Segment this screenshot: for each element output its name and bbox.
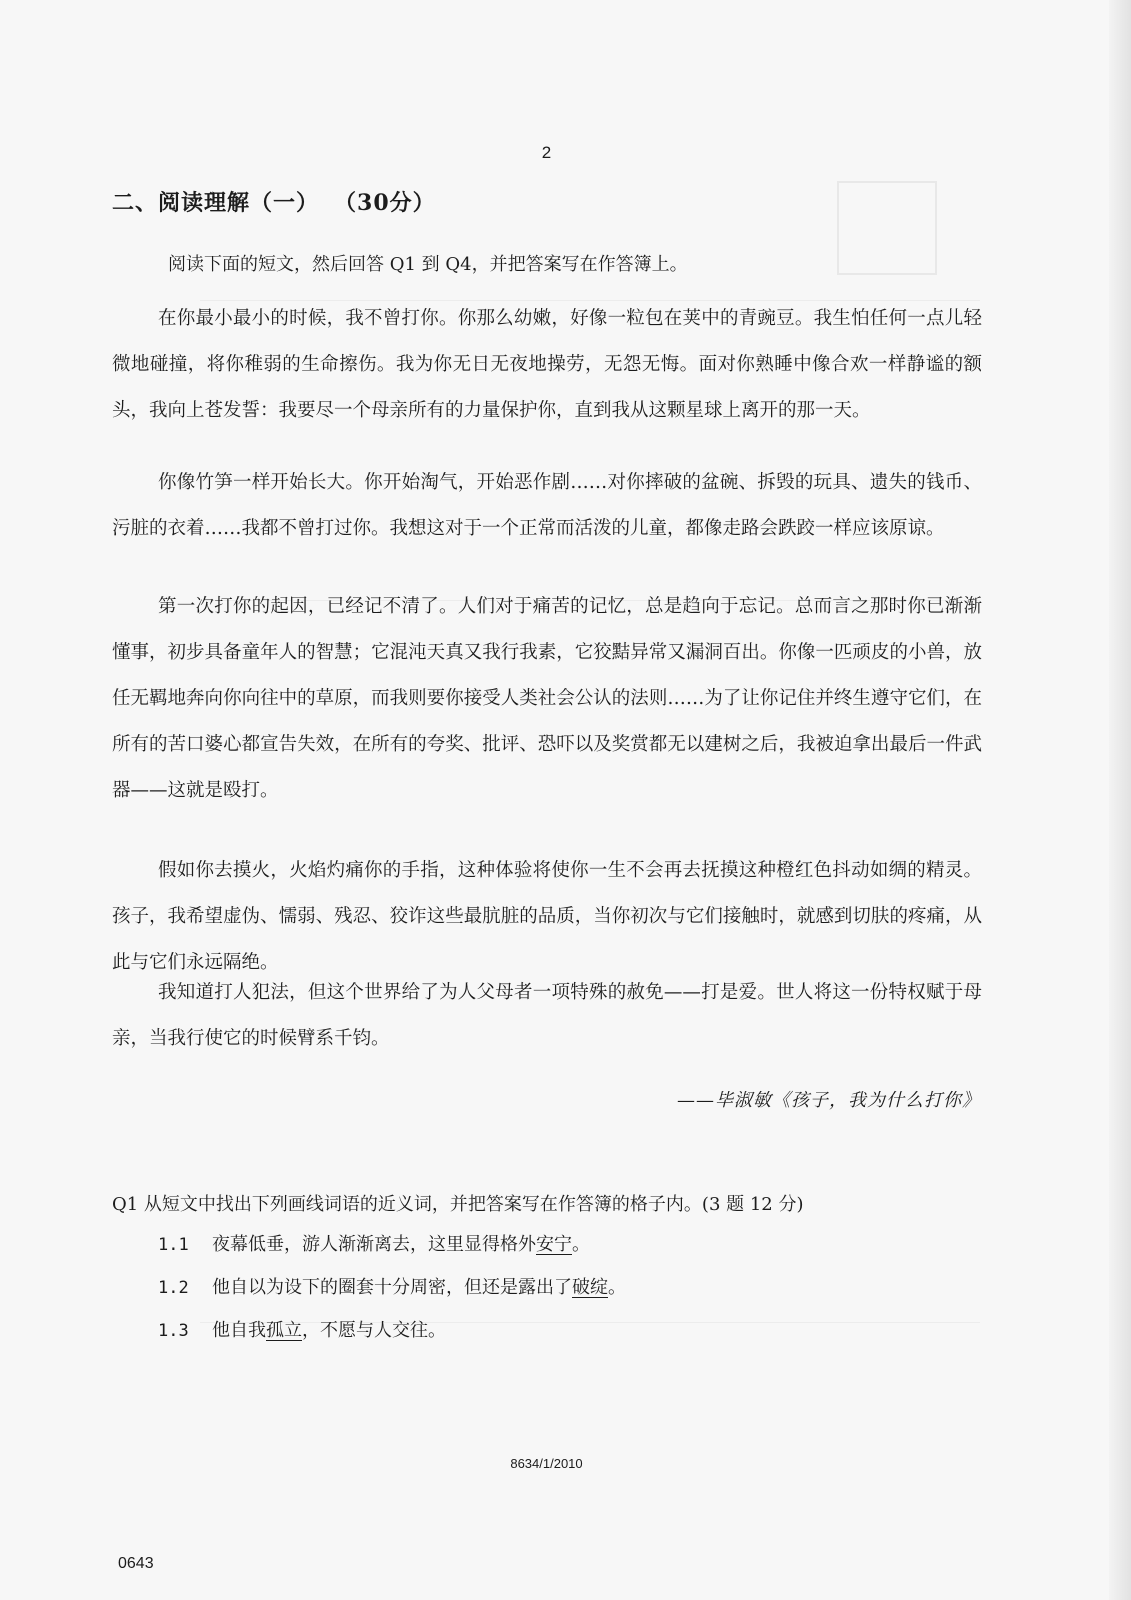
sub-question-number: 1.3	[158, 1321, 189, 1341]
paper-code: 8634/1/2010	[510, 1456, 583, 1471]
sub-question-1-2	[158, 1273, 626, 1299]
section-title-text: 二、阅读理解（一）	[112, 190, 320, 216]
sub-question-1-3	[158, 1316, 446, 1342]
section-points: （30分）	[345, 190, 436, 216]
instruction: 阅读下面的短文，然后回答 Q1 到 Q4，并把答案写在作答簿上。	[168, 254, 688, 275]
sub-question-text: 夜幕低垂，游人渐渐离去，这里显得格外	[212, 1234, 536, 1255]
passage-paragraph-4: 假如你去摸火，火焰灼痛你的手指，这种体验将使你一生不会再去抚摸这种橙红色抖动如绸的精灵。孩子，我希望虚伪、懦弱、残忍、狡诈这些最肮脏的品质，当你初次与它们接触时，就感到切肤的疼痛，从此与它们永远隔绝。	[112, 860, 982, 973]
scan-edge-shadow	[1109, 0, 1131, 1600]
sub-question-text-end: ，不愿与人交往。	[302, 1320, 446, 1341]
sub-question-number: 1.2	[158, 1278, 189, 1298]
sub-question-number: 1.1	[158, 1235, 189, 1255]
sub-question-1-1	[158, 1230, 590, 1256]
underlined-word: 破绽	[572, 1277, 608, 1298]
passage-paragraph-5: 我知道打人犯法，但这个世界给了为人父母者一项特殊的赦免——打是爱。世人将这一份特权赋于母亲，当我行使它的时候臂系千钧。	[112, 982, 982, 1049]
passage-paragraph-3: 第一次打你的起因，已经记不清了。人们对于痛苦的记忆，总是趋向于忘记。总而言之那时你已渐渐懂事，初步具备童年人的智慧；它混沌天真又我行我素，它狡黠异常又漏洞百出。你像一匹顽皮的小兽，放任无羁地奔向你向往中的草原，而我则要你接受人类社会公认的法则……为了让你记住并终生遵守它们，在所有的苦口婆心都宣告失效，在所有的夸奖、批评、恐吓以及奖赏都无以建树之后，我被迫拿出最后一件武器——这就是殴打。	[112, 596, 982, 801]
page-number: 2	[541, 143, 552, 162]
passage-paragraph-2: 你像竹笋一样开始长大。你开始淘气，开始恶作剧……对你摔破的盆碗、拆毁的玩具、遗失的钱币、污脏的衣着……我都不曾打过你。我想这对于一个正常而活泼的儿童，都像走路会跌跤一样应该原谅。	[112, 472, 982, 539]
sub-question-text: 他自我	[212, 1320, 266, 1341]
passage-attribution: ——毕淑敏《孩子，我为什么打你》	[677, 1090, 981, 1111]
sub-question-text-end: 。	[608, 1277, 626, 1298]
show-through-logo	[837, 181, 937, 275]
underlined-word: 安宁	[536, 1234, 572, 1255]
underlined-word: 孤立	[266, 1320, 302, 1341]
question-q1: Q1 从短文中找出下列画线词语的近义词，并把答案写在作答簿的格子内。(3 题 12 分)	[112, 1194, 804, 1215]
section-title	[112, 186, 436, 217]
corner-code: 0643	[118, 1555, 154, 1572]
sub-question-text: 他自以为设下的圈套十分周密，但还是露出了	[212, 1277, 572, 1298]
passage-paragraph-1: 在你最小最小的时候，我不曾打你。你那么幼嫩，好像一粒包在荚中的青豌豆。我生怕任何一点儿轻微地碰撞，将你稚弱的生命擦伤。我为你无日无夜地操劳，无怨无悔。面对你熟睡中像合欢一样静谧的额头，我向上苍发誓：我要尽一个母亲所有的力量保护你，直到我从这颗星球上离开的那一天。	[112, 308, 982, 421]
sub-question-text-end: 。	[572, 1234, 590, 1255]
